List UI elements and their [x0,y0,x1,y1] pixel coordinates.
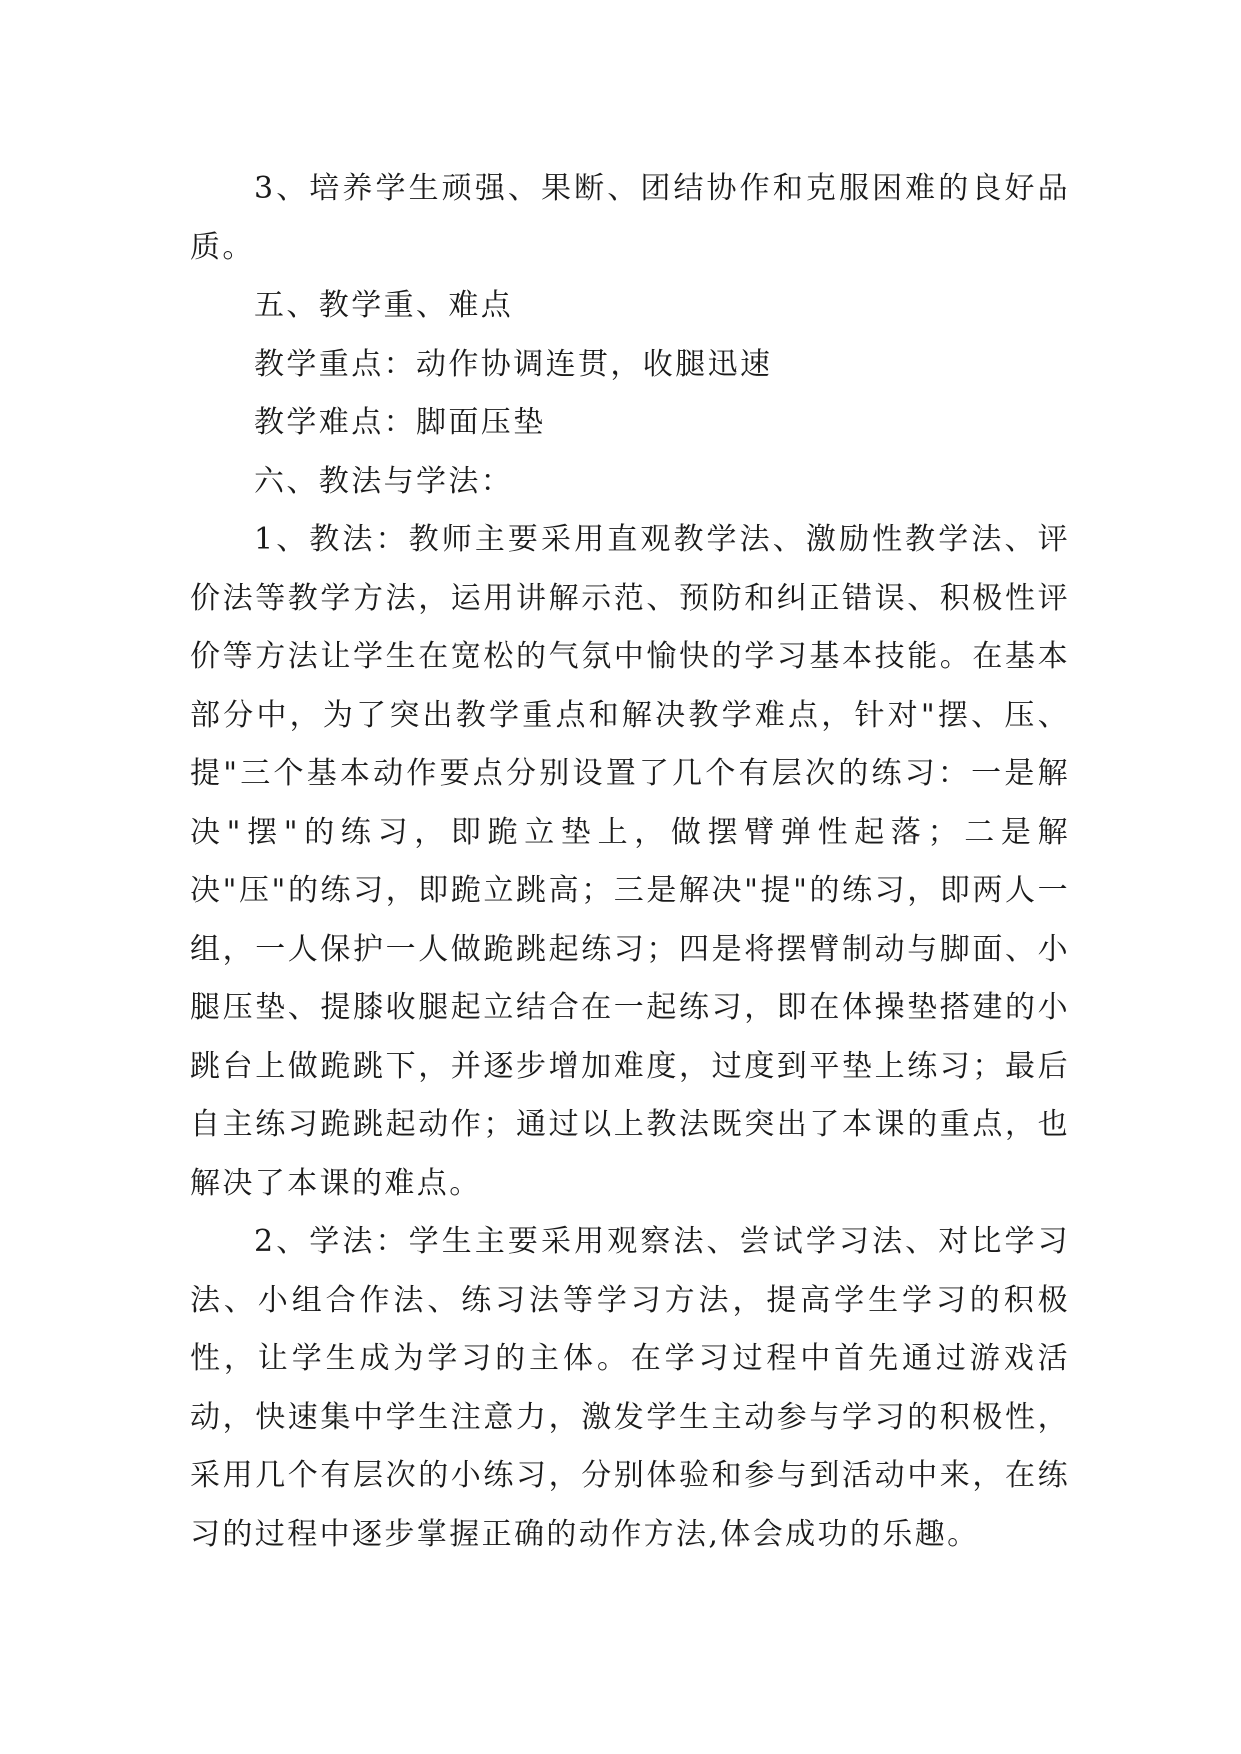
heading-key-difficult-points: 五、教学重、难点 [254,288,514,323]
document-body [190,160,1070,1564]
paragraph-goal-3: 3、培养学生顽强、果断、团结协作和克服困难的良好品质。 [190,171,1070,265]
paragraph-learning-method: 2、学法：学生主要采用观察法、尝试学习法、对比学习法、小组合作法、练习法等学习方法，提高学生学习的积极性，让学生成为学习的主体。在学习过程中首先通过游戏活动，快速集中学生注意力，激发学生主动参与学习的积极性，采用几个有层次的小练习，分别体验和参与到活动中来，在练习的过程中逐步掌握正确的动作方法,体会成功的乐趣。 [190,1224,1070,1552]
paragraph-difficult-point: 教学难点：脚面压垫 [254,405,546,440]
heading-methods: 六、教法与学法： [254,463,514,499]
paragraph-key-point: 教学重点：动作协调连贯，收腿迅速 [254,346,773,382]
paragraph-teaching-method: 1、教法：教师主要采用直观教学法、激励性教学法、评价法等教学方法，运用讲解示范、预防和纠正错误、积极性评价等方法让学生在宽松的气氛中愉快的学习基本技能。在基本部分中，为了突出教学重点和解决教学难点，针对"摆、压、提"三个基本动作要点分别设置了几个有层次的练习：一是解决"摆"的练习，即跪立垫上，做摆臂弹性起落；二是解决"压"的练习，即跪立跳高；三是解决"提"的练习，即两人一组，一人保护一人做跪跳起练习；四是将摆臂制动与脚面、小腿压垫、提膝收腿起立结合在一起练习，即在体操垫搭建的小跳台上做跪跳下，并逐步增加难度，过度到平垫上练习；最后自主练习跪跳起动作；通过以上教法既突出了本课的重点，也解决了本课的难点。 [190,522,1070,1201]
